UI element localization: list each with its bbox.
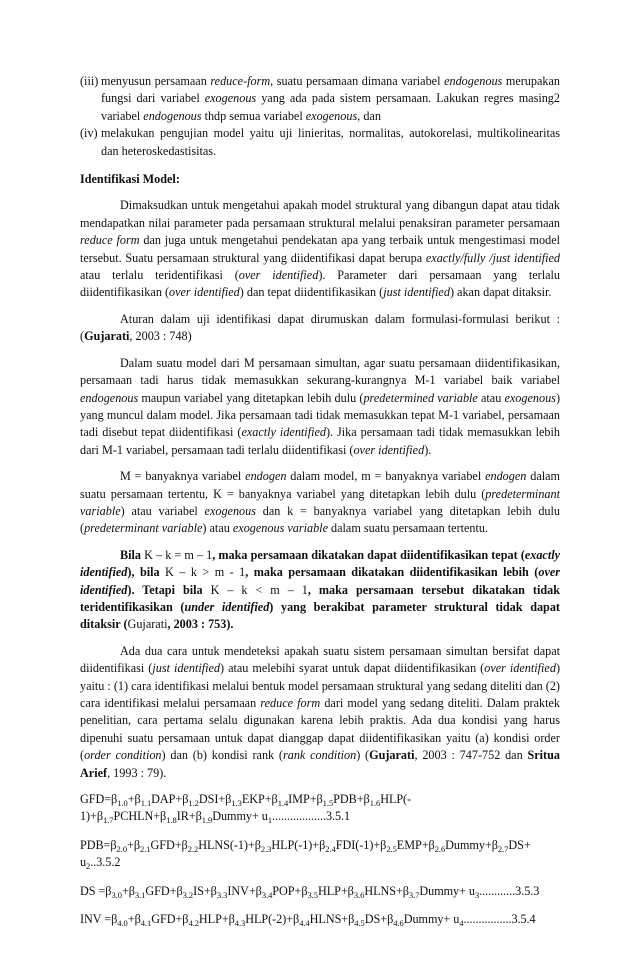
section-heading: Identifikasi Model: [80, 172, 180, 187]
equation-4: INV $=\beta_{4.0}+\beta_{4.1}GFD+\beta_{4.2}HLP+\beta_{4.3}HLP(-2)+\beta_{4.4}HLNS+\beta_{4.5}DS+\beta_{4.6}Dummy+ u_4................3.5.4$ [80, 912, 536, 929]
list-number: (iii) [80, 74, 99, 88]
list-item-iii: (iii) menyusun persamaan reduce-form, suatu persamaan dimana variabel endogenous merupakan fungsi dari variabel exogenous yang ada pada sistem persamaan. Lakukan regres masing2 variabel endogenous thdp semua variabel exogenous, dan [80, 74, 560, 123]
paragraph-6: Ada dua cara untuk mendeteksi apakah suatu sistem persamaan simultan bersifat dapat diidentifikasi (just identified) atau melebihi syarat untuk dapat diidentifikasikan (over identified) yaitu : (1) cara identifikasi melalui bentuk model persamaan struktural yang sedang diteliti dan (2) cara identifikasi melalui persamaan reduce form dari model yang sedang diteliti. Dalam praktek penelitian, cara pertama selalu digunakan karena lebih praktis. Ada dua kondisi yang harus dipenuhi suatu persamaan untuk dapat dianggap dapat diidentifikasikan yaitu (a) kondisi order (order condition) dan (b) kondisi rank (rank condition) (Gujarati, 2003 : 747-752 dan Sritua Arief, 1993 : 79). [80, 643, 561, 780]
list-number: (iv) [80, 126, 98, 141]
equation-2: $PDB=\beta_{2.0}+\beta_{2.1}GFD+\beta_{2.2}HLNS(-1)+\beta_{2.3}HLP(-1)+\beta_{2.4}FDI(-1)+\beta_{2.5}EMP+\beta_{2.6}Dummy+\beta_{2.7}DS+$ $u_2..3.5.2$ [80, 837, 531, 872]
equation-1: $GFD=\beta_{1.0}+\beta_{1.1}DAP+\beta_{1.2}DSI+\beta_{1.3}EKP+\beta_{1.4}IMP+\beta_{1.5}PDB+\beta_{1.6}HLP(-$ $1)+\beta_{1.7}PCHLN+\beta_{1.8}IR+\beta_{1.9}Dummy+ u_1..................3.5.1$ [80, 792, 412, 826]
paragraph-3: Dalam suatu model dari M persamaan simultan, agar suatu persamaan diidentifikasikan, persamaan tadi harus tidak memasukkan sekurang-kurangnya M-1 variabel baik variabel endogenous maupun variabel yang ditetapkan lebih dulu (predetermined variable atau exogenous) yang muncul dalam model. Jika persamaan tadi tidak memasukkan tepat M-1 variabel, persamaan tadi disebut tepat diidentifikasi (exactly identified). Jika persamaan tadi tidak memasukkan lebih dari M-1 variabel, persamaan tadi terlalu diidentifikasi (over identified). [80, 355, 560, 457]
equation-3: DS $=\beta_{3.0}+\beta_{3.1}GFD+\beta_{3.2}IS+\beta_{3.3}INV+\beta_{3.4}POP+\beta_{3.5}HLP+\beta_{3.6}HLNS+\beta_{3.7}Dummy+ u_3............3.5.3$ [80, 883, 540, 900]
equation-list [80, 791, 560, 928]
paragraph-4: M = banyaknya variabel endogen dalam model, m = banyaknya variabel endogen dalam suatu persamaan tertentu, K = banyaknya variabel yang ditetapkan lebih dulu (predeterminant variable) atau variabel exogenous dan k = banyaknya variabel yang ditetapkan lebih dulu (predeterminant variable) atau exogenous variable dalam suatu persamaan tertentu. [80, 469, 561, 536]
paragraph-5: Bila K – k = m – 1, maka persamaan dikatakan dapat diidentifikasikan tepat (exactly identified), bila K – k > m - 1, maka persamaan dikatakan diidentifikasikan lebih (over identified). Tetapi bila K – k < m – 1, maka persamaan tersebut dikatakan tidak teridentifikasikan (under identified) yang berakibat parameter struktural tidak dapat ditaksir (Gujarati, 2003 : 753). [80, 547, 561, 632]
paragraph-1: Dimaksudkan untuk mengetahui apakah model struktural yang dibangun dapat atau tidak mendapatkan nilai parameter pada persamaan struktural melalui penaksiran parameter persamaan reduce form dan juga untuk mengetahui pendekatan apa yang terbaik untuk mengestimasi model tersebut. Suatu persamaan struktural yang diidentifikasi dapat berupa exactly/fully /just identified atau terlalu teridentifikasi (over identified). Parameter dari persamaan yang terlalu diidentifikasikan (over identified) dan tepat diidentifikasikan (just identified) akan dapat ditaksir. [80, 198, 561, 300]
paragraph-2: Aturan dalam uji identifikasi dapat dirumuskan dalam formulasi-formulasi berikut : (Gujarati, 2003 : 748) [80, 311, 560, 344]
list-item-iv: (iv) melakukan pengujian model yaitu uji linieritas, normalitas, autokorelasi, multikolinearitas dan heteroskedastisitas. [80, 126, 560, 158]
